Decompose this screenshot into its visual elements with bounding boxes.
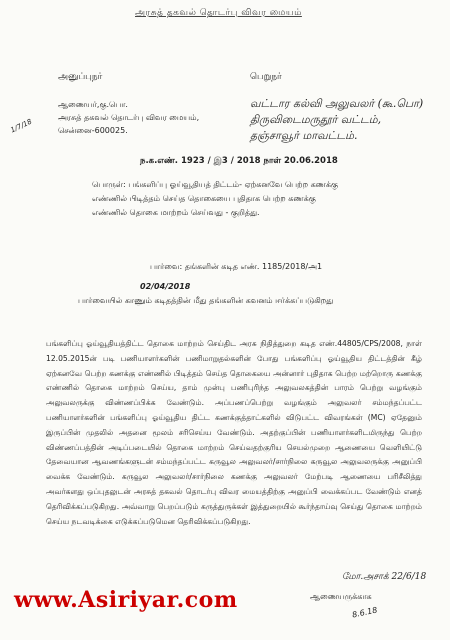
to-label: பெறுநர் bbox=[250, 72, 282, 82]
reference-line: பார்வை: தங்களின் கடித எண். 1185/2018/அ1 bbox=[150, 262, 323, 271]
reference-number: ந.க.எண். 1923 / இ3 / 2018 நாள் 20.06.2018 bbox=[140, 156, 338, 166]
subject-block bbox=[92, 178, 342, 220]
signature-title: ஆணையருக்காக bbox=[310, 592, 372, 601]
office-header: அரசுத் தகவல் தொடர்பு விவர மையம் bbox=[135, 8, 302, 18]
to-line-1: வட்டார கல்வி அலுவலர் (கூ.பொ) bbox=[250, 97, 424, 110]
to-address bbox=[250, 96, 423, 144]
subject-label: பொருள்: bbox=[92, 180, 126, 189]
watermark-brand: www.Asiriyar.com bbox=[14, 587, 238, 613]
from-address bbox=[58, 98, 199, 137]
body-paragraph: பங்களிப்பு ஓய்வூதியத்திட்ட தொகை மாற்றம் செய்திட அரசு நிதித்துறை கடித எண்.44805/CPS/2008, நாள் 12.05.2015ன் படி பணியாளர்களின் பணிமாறுதல்களின் போது பங்களிப்பு ஓய்வூதிய திட்டத்தின் கீழ் ஏற்கனவே பெற்ற கணக்கு எண்ணில் பிடித்தம் செய்த தொகையை அன்னார் புதிதாக பெற்ற மற்றொரு கணக்கு எண்ணில் தொகை மாற்றம் செய்ய, தாம் முன்பு பணிபுரிந்த அலுவலகத்தின் பாரம் பெற்று வழங்கும் அலுவலருக்கு விண்ணப்பிக்க வேண்டும். அப்பணப்பெற்று வழங்கும் அலுவலர் சம்மந்தப்பட்ட பணியாளர்களின் பங்களிப்பு ஓய்வூதிய திட்ட கணக்குத்தாட்களில் விடுபட்ட விவரங்கள் (MC) ஏதேனும் இருப்பின் முதலில் அதனை மூலம் சரிசெய்ய வேண்டும். அதற்குப்பின் பணியாளர்களிடமிருந்து பெற்ற விண்ணப்பத்தின் அடிப்படையில் தொகை மாற்றம் செய்வதற்குரிய செயல்முறை ஆணையை வெளியிட்டு தேவையான ஆவணங்களுடன் சம்மந்தப்பட்ட கருவூல அலுவலர்/சார்நிலை கருவூல அலுவலருக்கு அனுப்பி வைக்க வேண்டும். கருவூல அலுவலர்/சார்நிலை கணக்கு அலுவலர் மேற்படி ஆணையை பரிசீலித்து அவர்களது ஒப்புதலுடன் அரசுத் தகவல் தொடர்பு விவர மையத்திற்கு அனுப்பி வைக்கப்பட வேண்டும் எனத் தெரிவிக்கப்படுகிறது. அவ்வாறு பெறப்படும் கருத்துருக்கள் இத்துறையில் கூர்ந்தாய்வு செய்து தொகை மாற்றம் செய்ய நடவடிக்கை எடுக்கப்படுமென தெரிவிக்கப்படுகிறது. bbox=[46, 339, 422, 526]
subject-text: பங்களிப்பு ஓய்வூதியத் திட்டம்- ஏற்கனவே பெற்ற கணக்கு எண்ணில் பிடித்தம் செய்த தொகையை புதிதாக பெற்ற கணக்கு எண்ணில் தொகை மாற்றம் செய்வது - குறித்து. bbox=[92, 180, 339, 217]
margin-note: 1/7/18 bbox=[9, 117, 34, 135]
to-line-2: திருவிடைமருதூர் வட்டம், bbox=[250, 113, 382, 126]
from-line-1: ஆணையர்,கு.பொ. bbox=[58, 100, 128, 109]
intro-paragraph: பார்வையில் காணும் கடிதத்தின் மீது தங்களின் கவனம் ஈர்க்கப்படுகிறது bbox=[78, 296, 334, 305]
handwritten-stamp: 8.6.18 bbox=[351, 605, 379, 620]
from-line-3: சென்னை-600025. bbox=[58, 126, 128, 135]
from-line-2: அரசுத் தகவல் தொடர்பு விவர மையம், bbox=[58, 113, 200, 122]
to-line-3: தஞ்சாவூர் மாவட்டம். bbox=[250, 129, 358, 142]
from-label: அனுப்புநர் bbox=[58, 72, 103, 82]
signature: மோ.அசாக் 22/6/18 bbox=[342, 572, 427, 582]
handwritten-date: 02/04/2018 bbox=[140, 282, 191, 291]
